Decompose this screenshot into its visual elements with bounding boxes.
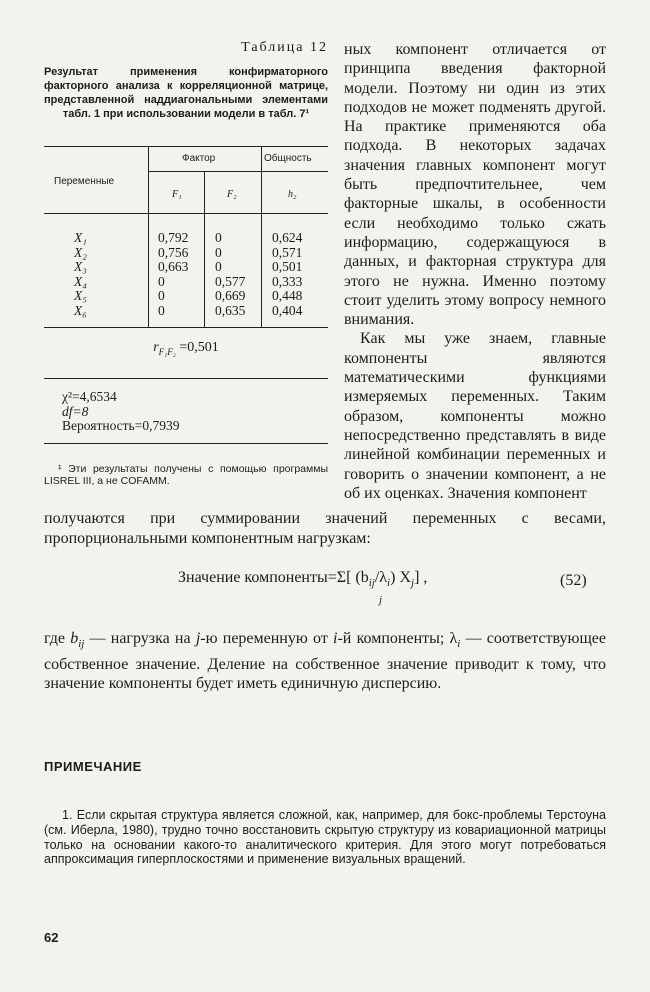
paragraph: Как мы уже знаем, главные компоненты являются математическими функциями измеряемых переменных. Таким образом, компоненты можно непосредственно представлять в виде линейной комбинации переменных и говорить о значении компонент, а не об их оценках. Значения компонент xyxy=(344,330,606,502)
table-cell-var: X₃ xyxy=(74,259,87,274)
table-cell-f2: 0 xyxy=(215,230,222,245)
table-cell-var: X₅ xyxy=(74,288,87,303)
page-number: 62 xyxy=(44,930,59,945)
chi-square: χ²=4,6534 xyxy=(62,389,117,404)
table-divider-vertical xyxy=(148,147,149,234)
column-f1 xyxy=(158,231,188,318)
table-cell-h2: 0,448 xyxy=(272,288,303,303)
column-variables xyxy=(74,231,87,318)
table-divider-vertical xyxy=(148,234,149,327)
table-cell-f2: 0,577 xyxy=(215,273,246,289)
header-communality: Общность xyxy=(264,153,312,164)
table-title: Результат применения конфирматорного факторного анализа к корреляционной матрице, представленной наддиагональными элементами табл. 1 при использовании модели в табл. 7¹ xyxy=(44,66,328,120)
symbol: λ xyxy=(449,630,458,647)
table-divider-horizontal xyxy=(44,213,328,214)
symbol: b xyxy=(70,630,79,647)
table-cell-f1: 0,756 xyxy=(158,244,189,260)
column-f2 xyxy=(215,231,245,318)
table-cell-f1: 0 xyxy=(158,288,165,303)
header-factor: Фактор xyxy=(182,153,216,164)
symbol: i xyxy=(333,630,338,647)
correlation-symbol: r xyxy=(153,340,159,355)
fit-statistics xyxy=(62,390,179,434)
header-f2: F₂ xyxy=(227,189,237,200)
table-cell-h2: 0,571 xyxy=(272,244,303,260)
table-cell-var: X₂ xyxy=(74,244,87,260)
subscript: ij xyxy=(78,638,85,651)
paragraph: ных компонент отличается от принципа введения факторной модели. Поэтому ни один из этих подходов не может подменять другой. На практике применяются оба подхода. В некоторых задачах значения главных компонент могут быть предпочтительнее, чем факторные шкалы, в особенности если необходимо только сжать информацию, содержащуюся в данных, и факторная структура для этого не нужна. Именно поэтому стоит уделить этому вопросу немного внимания. xyxy=(344,41,606,329)
factor-correlation xyxy=(44,340,328,357)
equation-52 xyxy=(178,568,498,606)
table-divider-vertical xyxy=(204,171,205,234)
correlation-subscript: F₁F₂ xyxy=(158,346,176,357)
table-divider-horizontal xyxy=(44,378,328,379)
sum-index: j xyxy=(379,594,383,606)
table-cell-h2: 0,404 xyxy=(272,302,303,318)
equation-subscript: i xyxy=(387,577,391,590)
text: — нагрузка на xyxy=(84,630,196,647)
equation-term: ) X xyxy=(390,569,411,586)
table-divider-vertical xyxy=(261,147,262,234)
table-cell-f1: 0 xyxy=(158,273,165,289)
table-cell-f1: 0 xyxy=(158,302,165,318)
equation-term: ] , xyxy=(414,569,428,586)
sum-symbol: Σ xyxy=(336,569,347,586)
equation-subscript: ij xyxy=(368,577,375,590)
equation-term: /λ xyxy=(374,569,388,586)
table-cell-h2: 0,501 xyxy=(272,259,303,274)
table-divider-vertical xyxy=(261,234,262,327)
degrees-of-freedom: df=8 xyxy=(62,403,89,419)
results-table xyxy=(44,146,328,444)
equation-number: (52) xyxy=(560,572,587,589)
table-cell-f1: 0,663 xyxy=(158,259,189,274)
table-cell-h2: 0,333 xyxy=(272,273,303,289)
table-cell-f2: 0 xyxy=(215,259,222,274)
column-h2 xyxy=(272,231,302,318)
header-f1: F₁ xyxy=(172,189,182,200)
right-column-text xyxy=(344,40,606,503)
note-text: 1. Если скрытая структура является сложной, как, например, для бокс-проблемы Терстоуна (см. Иберла, 1980), трудно точно восстановить скрытую структуру из ковариационной матрицы только на основании какого-то аналитического критерия. Для этого могут потребоваться аппроксимация гиперплоскостями и применение визуальных вращений. xyxy=(44,808,606,867)
table-cell-f1: 0,792 xyxy=(158,230,189,245)
table-cell-var: X₆ xyxy=(74,302,87,318)
subscript: i xyxy=(457,638,461,651)
equation-term: [ (b xyxy=(346,569,369,586)
table-cell-f2: 0 xyxy=(215,244,222,260)
header-variables: Переменные xyxy=(54,176,115,187)
text: где xyxy=(44,630,71,647)
continuation-paragraph: получаются при суммировании значений переменных с весами, пропорциональными компонентным нагрузкам: xyxy=(44,510,606,547)
table-cell-f2: 0,669 xyxy=(215,288,246,303)
table-divider-horizontal xyxy=(148,171,328,172)
equation-explanation xyxy=(44,629,606,694)
equation-subscript: j xyxy=(411,577,415,590)
table-cell-f2: 0,635 xyxy=(215,302,246,318)
note-heading: ПРИМЕЧАНИЕ xyxy=(44,759,142,774)
text: -й компоненты; xyxy=(337,630,450,647)
table-footnote: ¹ Эти результаты получены с помощью программы LISREL III, а не COFAMM. xyxy=(44,463,328,487)
correlation-value: =0,501 xyxy=(179,340,219,355)
table-number: Таблица 12 xyxy=(241,40,328,55)
table-divider-horizontal xyxy=(44,327,328,328)
symbol: j xyxy=(195,630,201,647)
text: -ю переменную от xyxy=(200,630,334,647)
header-h2: h₂ xyxy=(288,189,297,200)
text: — соответствующее собственное значение. Деление на собственное значение приводит к тому, что значение компоненты будет иметь единичную дисперсию. xyxy=(44,630,606,693)
probability: Вероятность=0,7939 xyxy=(62,418,180,433)
table-cell-var: X₄ xyxy=(74,273,87,289)
equation-left: Значение компоненты= xyxy=(178,569,337,586)
table-divider-vertical xyxy=(204,234,205,327)
table-cell-h2: 0,624 xyxy=(272,230,303,245)
table-cell-var: X₁ xyxy=(74,230,87,245)
